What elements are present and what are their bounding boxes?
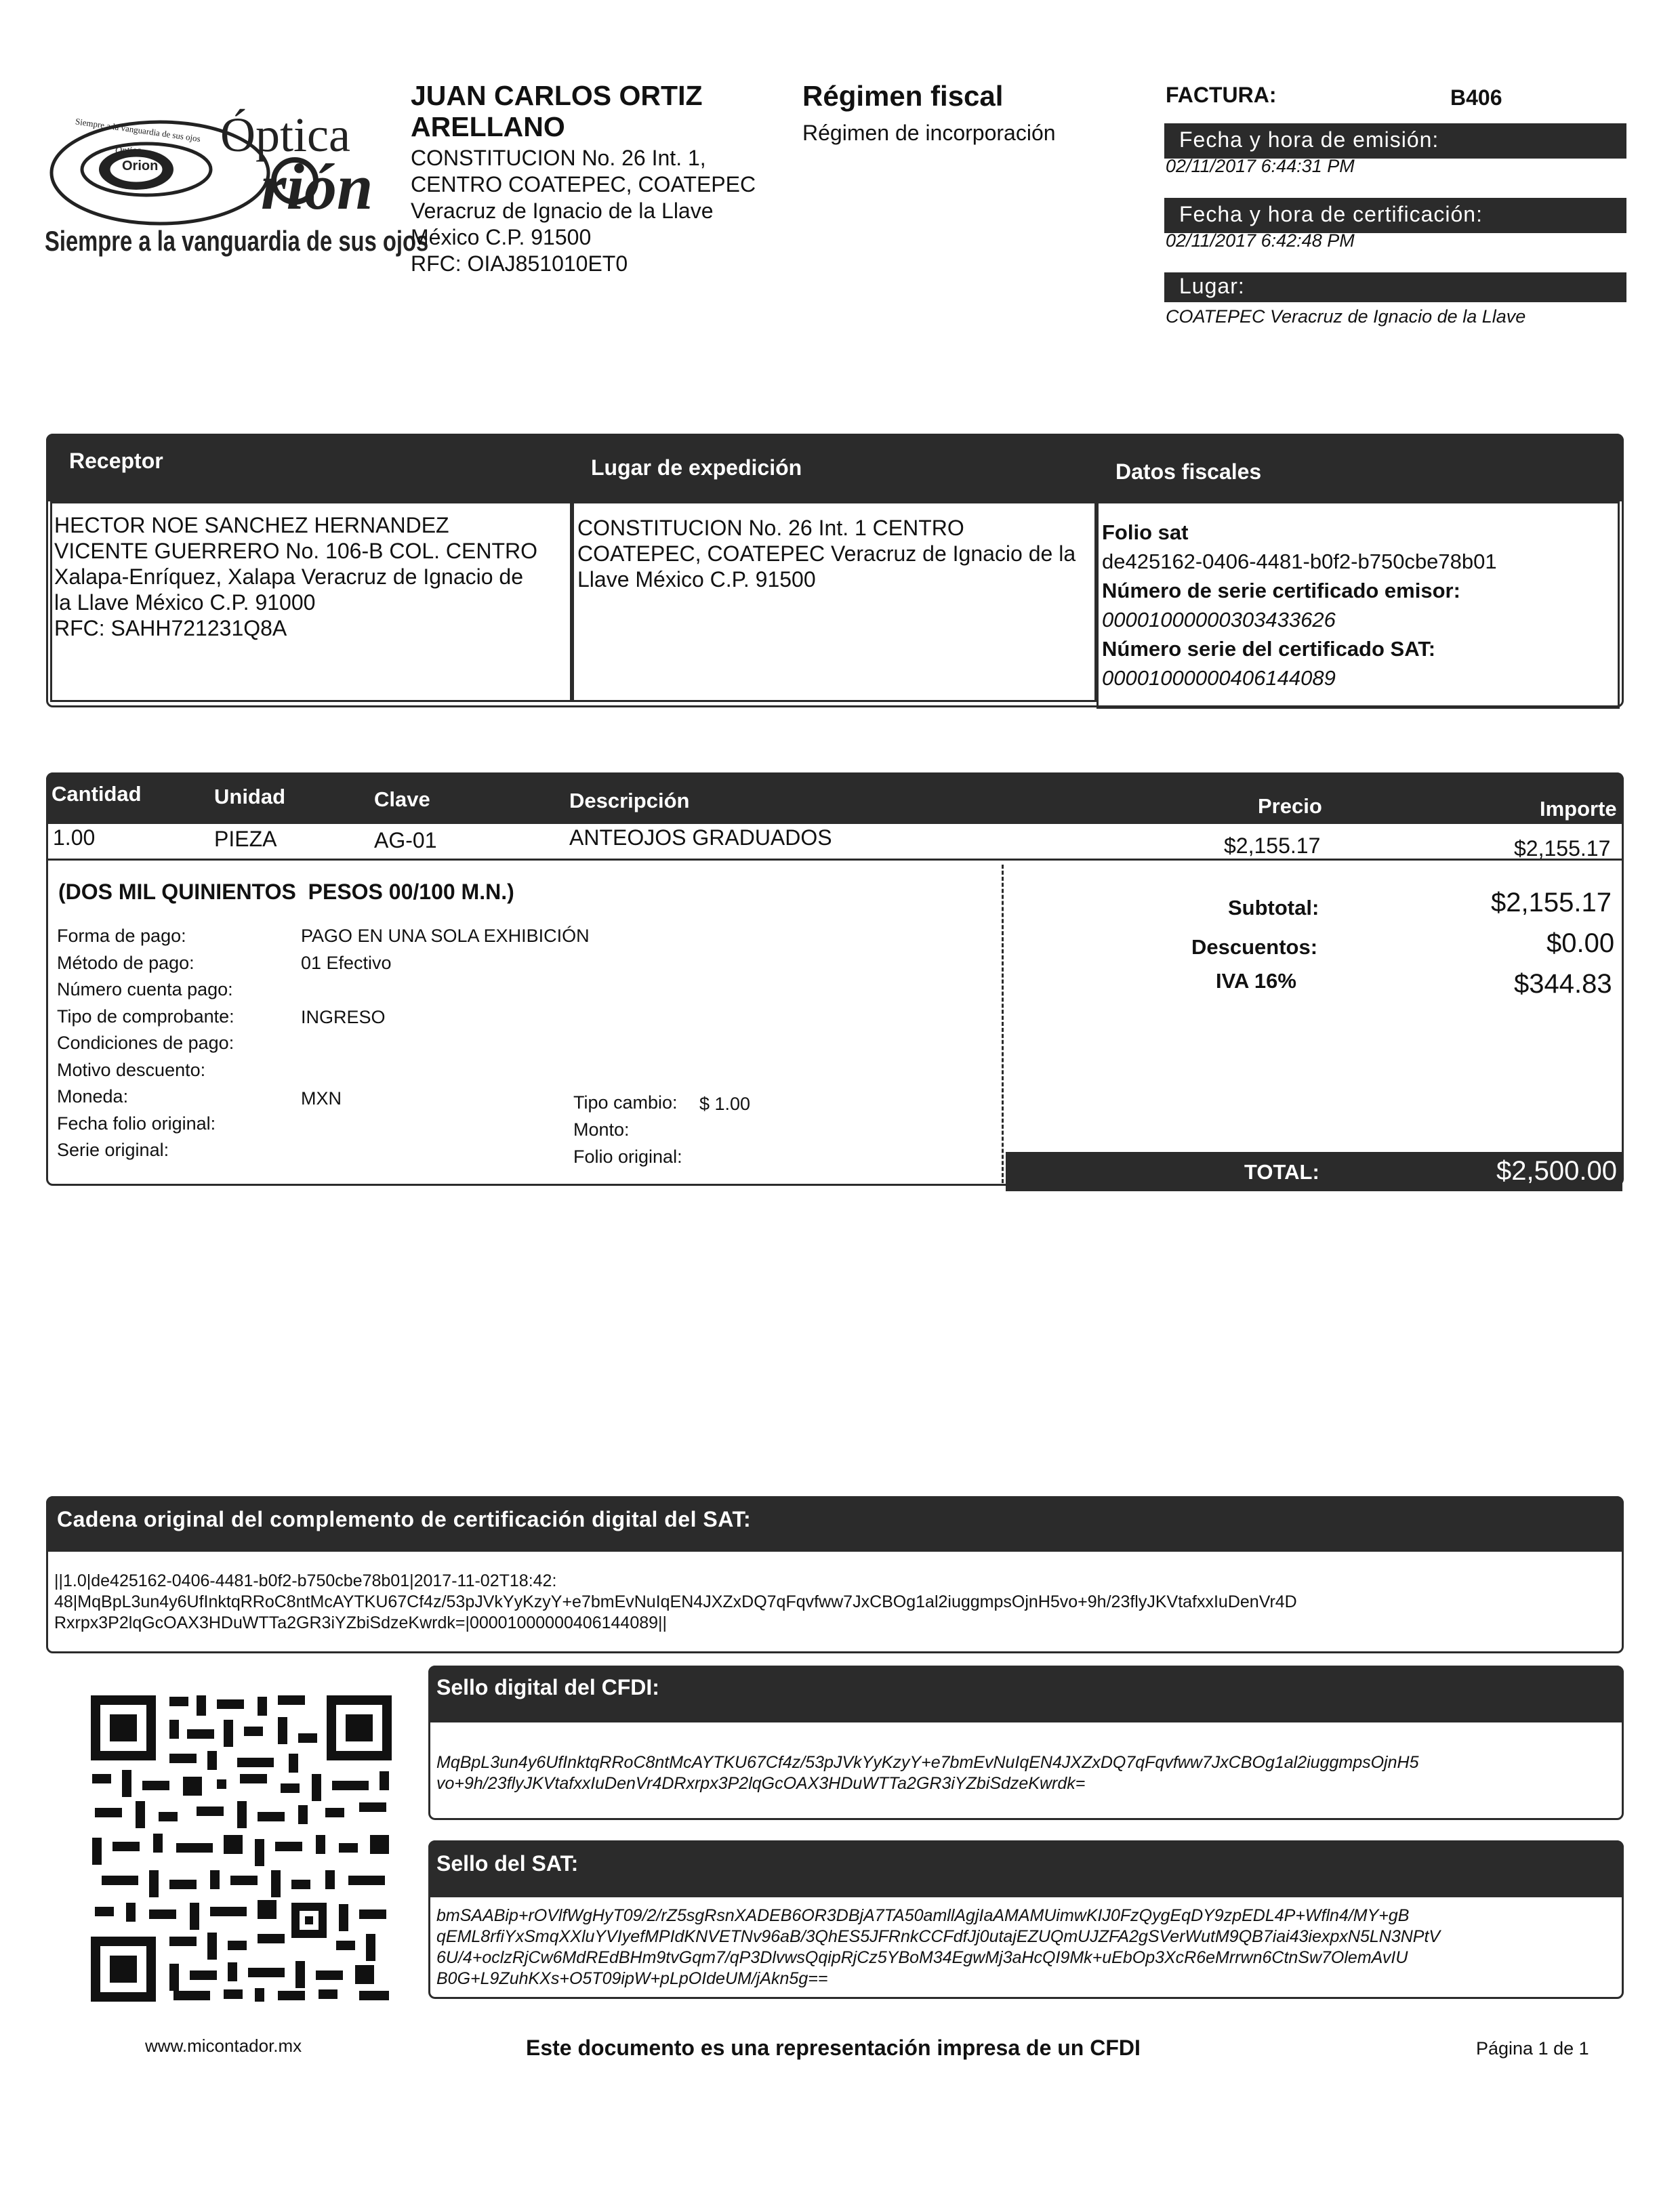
- col-cantidad-header: Cantidad: [52, 782, 142, 806]
- logo-badge: Orion: [122, 159, 159, 173]
- col-unidad-header: Unidad: [214, 785, 286, 808]
- qr-code: [88, 1693, 394, 2004]
- emision-value: 02/11/2017 6:44:31 PM: [1166, 156, 1355, 176]
- tipo-comprobante-label: Tipo de comprobante:: [57, 1006, 234, 1027]
- emisor-address-line4: México C.P. 91500: [411, 225, 592, 249]
- certificacion-label: Fecha y hora de certificación:: [1179, 202, 1483, 226]
- sello-cfdi-line2: vo+9h/23flyJKVtafxxIuDenVr4DRxrpx3P2lqGcOAX3HDuWTTa2GR3iYZbiSdzeKwrdk=: [436, 1774, 1086, 1793]
- receptor-header: Receptor: [69, 449, 163, 473]
- receptor-address-line1: VICENTE GUERRERO No. 106-B COL. CENTRO: [54, 539, 538, 563]
- totals-divider: [1002, 865, 1004, 1183]
- footer-note: Este documento es una representación impresa de un CFDI: [526, 2036, 1141, 2060]
- lugar-label: Lugar:: [1179, 274, 1245, 298]
- emisor-address-line2: CENTRO COATEPEC, COATEPEC: [411, 172, 756, 197]
- fecha-folio-original-label: Fecha folio original:: [57, 1113, 216, 1134]
- table-row: [47, 824, 1622, 861]
- emisor-name: [411, 80, 790, 142]
- fiscales-header: Datos fiscales: [1115, 459, 1262, 484]
- total-label: TOTAL:: [1244, 1160, 1319, 1184]
- factura-value: B406: [1450, 85, 1502, 110]
- forma-pago-value: PAGO EN UNA SOLA EXHIBICIÓN: [301, 926, 590, 946]
- footer-website[interactable]: www.micontador.mx: [145, 2036, 302, 2056]
- amount-in-words: (DOS MIL QUINIENTOS PESOS 00/100 M.N.): [58, 880, 514, 904]
- emision-header: [1164, 123, 1626, 159]
- fiscales-data: [1102, 518, 1617, 693]
- sello-cfdi-line1: MqBpL3un4y6UfInktqRRoC8ntMcAYTKU67Cf4z/53pJVkYyKzyY+e7bmEvNuIqEN4JXZxDQ7qFqvfww7JxCBOg1al2iuggmpsOjnH5: [436, 1753, 1419, 1772]
- cert-sat-value: 00001000000406144089: [1102, 666, 1336, 690]
- col-clave-header: Clave: [374, 787, 430, 811]
- emisor-name-line2: ARELLANO: [411, 111, 565, 142]
- sello-cfdi-text: [436, 1752, 1616, 1794]
- cadena-text: [54, 1571, 1613, 1634]
- sello-sat-line4: B0G+L9ZuhKXs+O5T09ipW+pLpOIdeUM/jAkn5g==: [436, 1969, 828, 1988]
- logo-badge-small: Óptica: [115, 146, 142, 156]
- certificacion-value: 02/11/2017 6:42:48 PM: [1166, 230, 1355, 251]
- tipo-comprobante-value: INGRESO: [301, 1007, 386, 1027]
- moneda-label: Moneda:: [57, 1086, 129, 1107]
- lugar-header: [1164, 272, 1626, 302]
- item-clave: AG-01: [374, 828, 437, 852]
- tipo-cambio-label: Tipo cambio:: [573, 1092, 678, 1113]
- expedicion-line1: CONSTITUCION No. 26 Int. 1 CENTRO: [577, 516, 964, 540]
- metodo-pago-label: Método de pago:: [57, 952, 194, 973]
- condiciones-pago-label: Condiciones de pago:: [57, 1033, 234, 1053]
- receptor-data: [54, 512, 569, 641]
- descuentos-label: Descuentos:: [1191, 935, 1318, 959]
- receptor-name: HECTOR NOE SANCHEZ HERNANDEZ: [54, 513, 449, 537]
- item-importe: $2,155.17: [1514, 836, 1611, 861]
- cadena-line1: ||1.0|de425162-0406-4481-b0f2-b750cbe78b01|2017-11-02T18:42:: [54, 1571, 557, 1590]
- emisor-rfc: RFC: OIAJ851010ET0: [411, 251, 628, 276]
- certificacion-header: [1164, 198, 1626, 233]
- iva-value: $344.83: [1514, 969, 1612, 999]
- item-cantidad: 1.00: [53, 825, 96, 850]
- metodo-pago-value: 01 Efectivo: [301, 953, 392, 973]
- sello-sat-header: Sello del SAT:: [436, 1851, 579, 1876]
- motivo-descuento-label: Motivo descuento:: [57, 1059, 206, 1080]
- subtotal-value: $2,155.17: [1491, 888, 1612, 917]
- parties-header-bar: [46, 434, 1624, 501]
- col-descripcion-header: Descripción: [569, 789, 690, 812]
- tipo-cambio-value: $ 1.00: [699, 1094, 751, 1114]
- cert-emisor-label: Número de serie certificado emisor:: [1102, 579, 1460, 602]
- logo-brand-top: Óptica: [220, 108, 350, 162]
- logo-arc-text: Siempre a la vanguardia de sus ojos: [75, 116, 201, 144]
- logo-brand-bottom: rión: [261, 150, 373, 223]
- total-value: $2,500.00: [1496, 1156, 1617, 1186]
- emisor-block: [411, 80, 790, 277]
- cadena-line2: 48|MqBpL3un4y6UfInktqRRoC8ntMcAYTKU67Cf4z/53pJVkYyKzyY+e7bmEvNuIqEN4JXZxDQ7qFqvfww7JxCBOg1al2iuggmpsOjnH5vo+9h/23flyJKVtafxxIuDenVr4D: [54, 1592, 1297, 1611]
- expedicion-line2: COATEPEC, COATEPEC Veracruz de Ignacio de la: [577, 541, 1076, 566]
- cert-emisor-value: 00001000000303433626: [1102, 608, 1336, 632]
- receptor-address-line2: Xalapa-Enríquez, Xalapa Veracruz de Ignacio de: [54, 564, 524, 589]
- monto-label: Monto:: [573, 1119, 630, 1140]
- item-unidad: PIEZA: [214, 827, 277, 851]
- subtotal-label: Subtotal:: [1228, 896, 1319, 920]
- factura-label: FACTURA:: [1166, 83, 1277, 107]
- logo-tagline: Siempre a la vanguardia de sus ojos: [45, 225, 429, 257]
- regimen-title: Régimen fiscal: [802, 80, 1004, 112]
- emision-label: Fecha y hora de emisión:: [1179, 127, 1439, 152]
- receptor-address-line3: la Llave México C.P. 91000: [54, 590, 316, 615]
- qr-code-graphic: [88, 1693, 394, 2004]
- moneda-value: MXN: [301, 1088, 342, 1109]
- serie-original-label: Serie original:: [57, 1140, 169, 1160]
- sello-sat-line2: qEML8rfiYxSmqXXluYVIyefMPIdKNVETNv96aB/3QhES5JFRnkCCFdfJj0utajEZUQmUJZFA2gSVerWutM9QB7iai43iexpxN5LN3NPtV: [436, 1927, 1441, 1946]
- cadena-header: Cadena original del complemento de certificación digital del SAT:: [57, 1507, 752, 1531]
- expedicion-data: [577, 515, 1098, 592]
- item-precio: $2,155.17: [1224, 833, 1321, 858]
- cadena-line3: Rxrpx3P2lqGcOAX3HDuWTTa2GR3iYZbiSdzeKwrdk=|00001000000406144089||: [54, 1613, 668, 1632]
- sello-sat-line1: bmSAABip+rOVlfWgHyT09/2/rZ5sgRsnXADEB6OR3DBjA7TA50amllAgjIaAMAMUimwKIJ0FzQygEqDY9zpEDL4P+Wfln4/MY+gB: [436, 1906, 1410, 1925]
- footer-page-number: Página 1 de 1: [1476, 2038, 1589, 2059]
- sello-sat-line3: 6U/4+oclzRjCw6MdREdBHm9tvGqm7/qP3DlvwsQqipRjCz5YBoM34EgwMj3aHcQI9Mk+uEbOp3XcR6eMrrwn6CtnSw7OlemAvIU: [436, 1948, 1408, 1967]
- expedicion-line3: Llave México C.P. 91500: [577, 567, 816, 592]
- cuenta-pago-label: Número cuenta pago:: [57, 979, 233, 999]
- item-descripcion: ANTEOJOS GRADUADOS: [569, 825, 832, 850]
- regimen-value: Régimen de incorporación: [802, 121, 1056, 145]
- emisor-address-line3: Veracruz de Ignacio de la Llave: [411, 199, 714, 223]
- emisor-name-line1: JUAN CARLOS ORTIZ: [411, 80, 703, 111]
- sello-sat-text: [436, 1905, 1616, 1989]
- sello-sat-header-bar: [428, 1840, 1624, 1897]
- descuentos-value: $0.00: [1546, 928, 1615, 958]
- lugar-value: COATEPEC Veracruz de Ignacio de la Llave: [1166, 306, 1526, 327]
- cert-sat-label: Número serie del certificado SAT:: [1102, 637, 1436, 661]
- iva-label: IVA 16%: [1216, 969, 1296, 993]
- receptor-rfc: RFC: SAHH721231Q8A: [54, 616, 287, 640]
- expedicion-header: Lugar de expedición: [591, 455, 802, 480]
- payment-details: [57, 923, 328, 1164]
- emisor-address-line1: CONSTITUCION No. 26 Int. 1,: [411, 146, 706, 170]
- col-importe-header: Importe: [1540, 797, 1617, 821]
- col-precio-header: Precio: [1258, 794, 1322, 818]
- emisor-address: [411, 145, 790, 277]
- folio-sat-value: de425162-0406-4481-b0f2-b750cbe78b01: [1102, 550, 1497, 573]
- sello-cfdi-header: Sello digital del CFDI:: [436, 1675, 659, 1699]
- folio-original-label: Folio original:: [573, 1147, 682, 1167]
- folio-sat-label: Folio sat: [1102, 520, 1189, 544]
- forma-pago-label: Forma de pago:: [57, 926, 186, 946]
